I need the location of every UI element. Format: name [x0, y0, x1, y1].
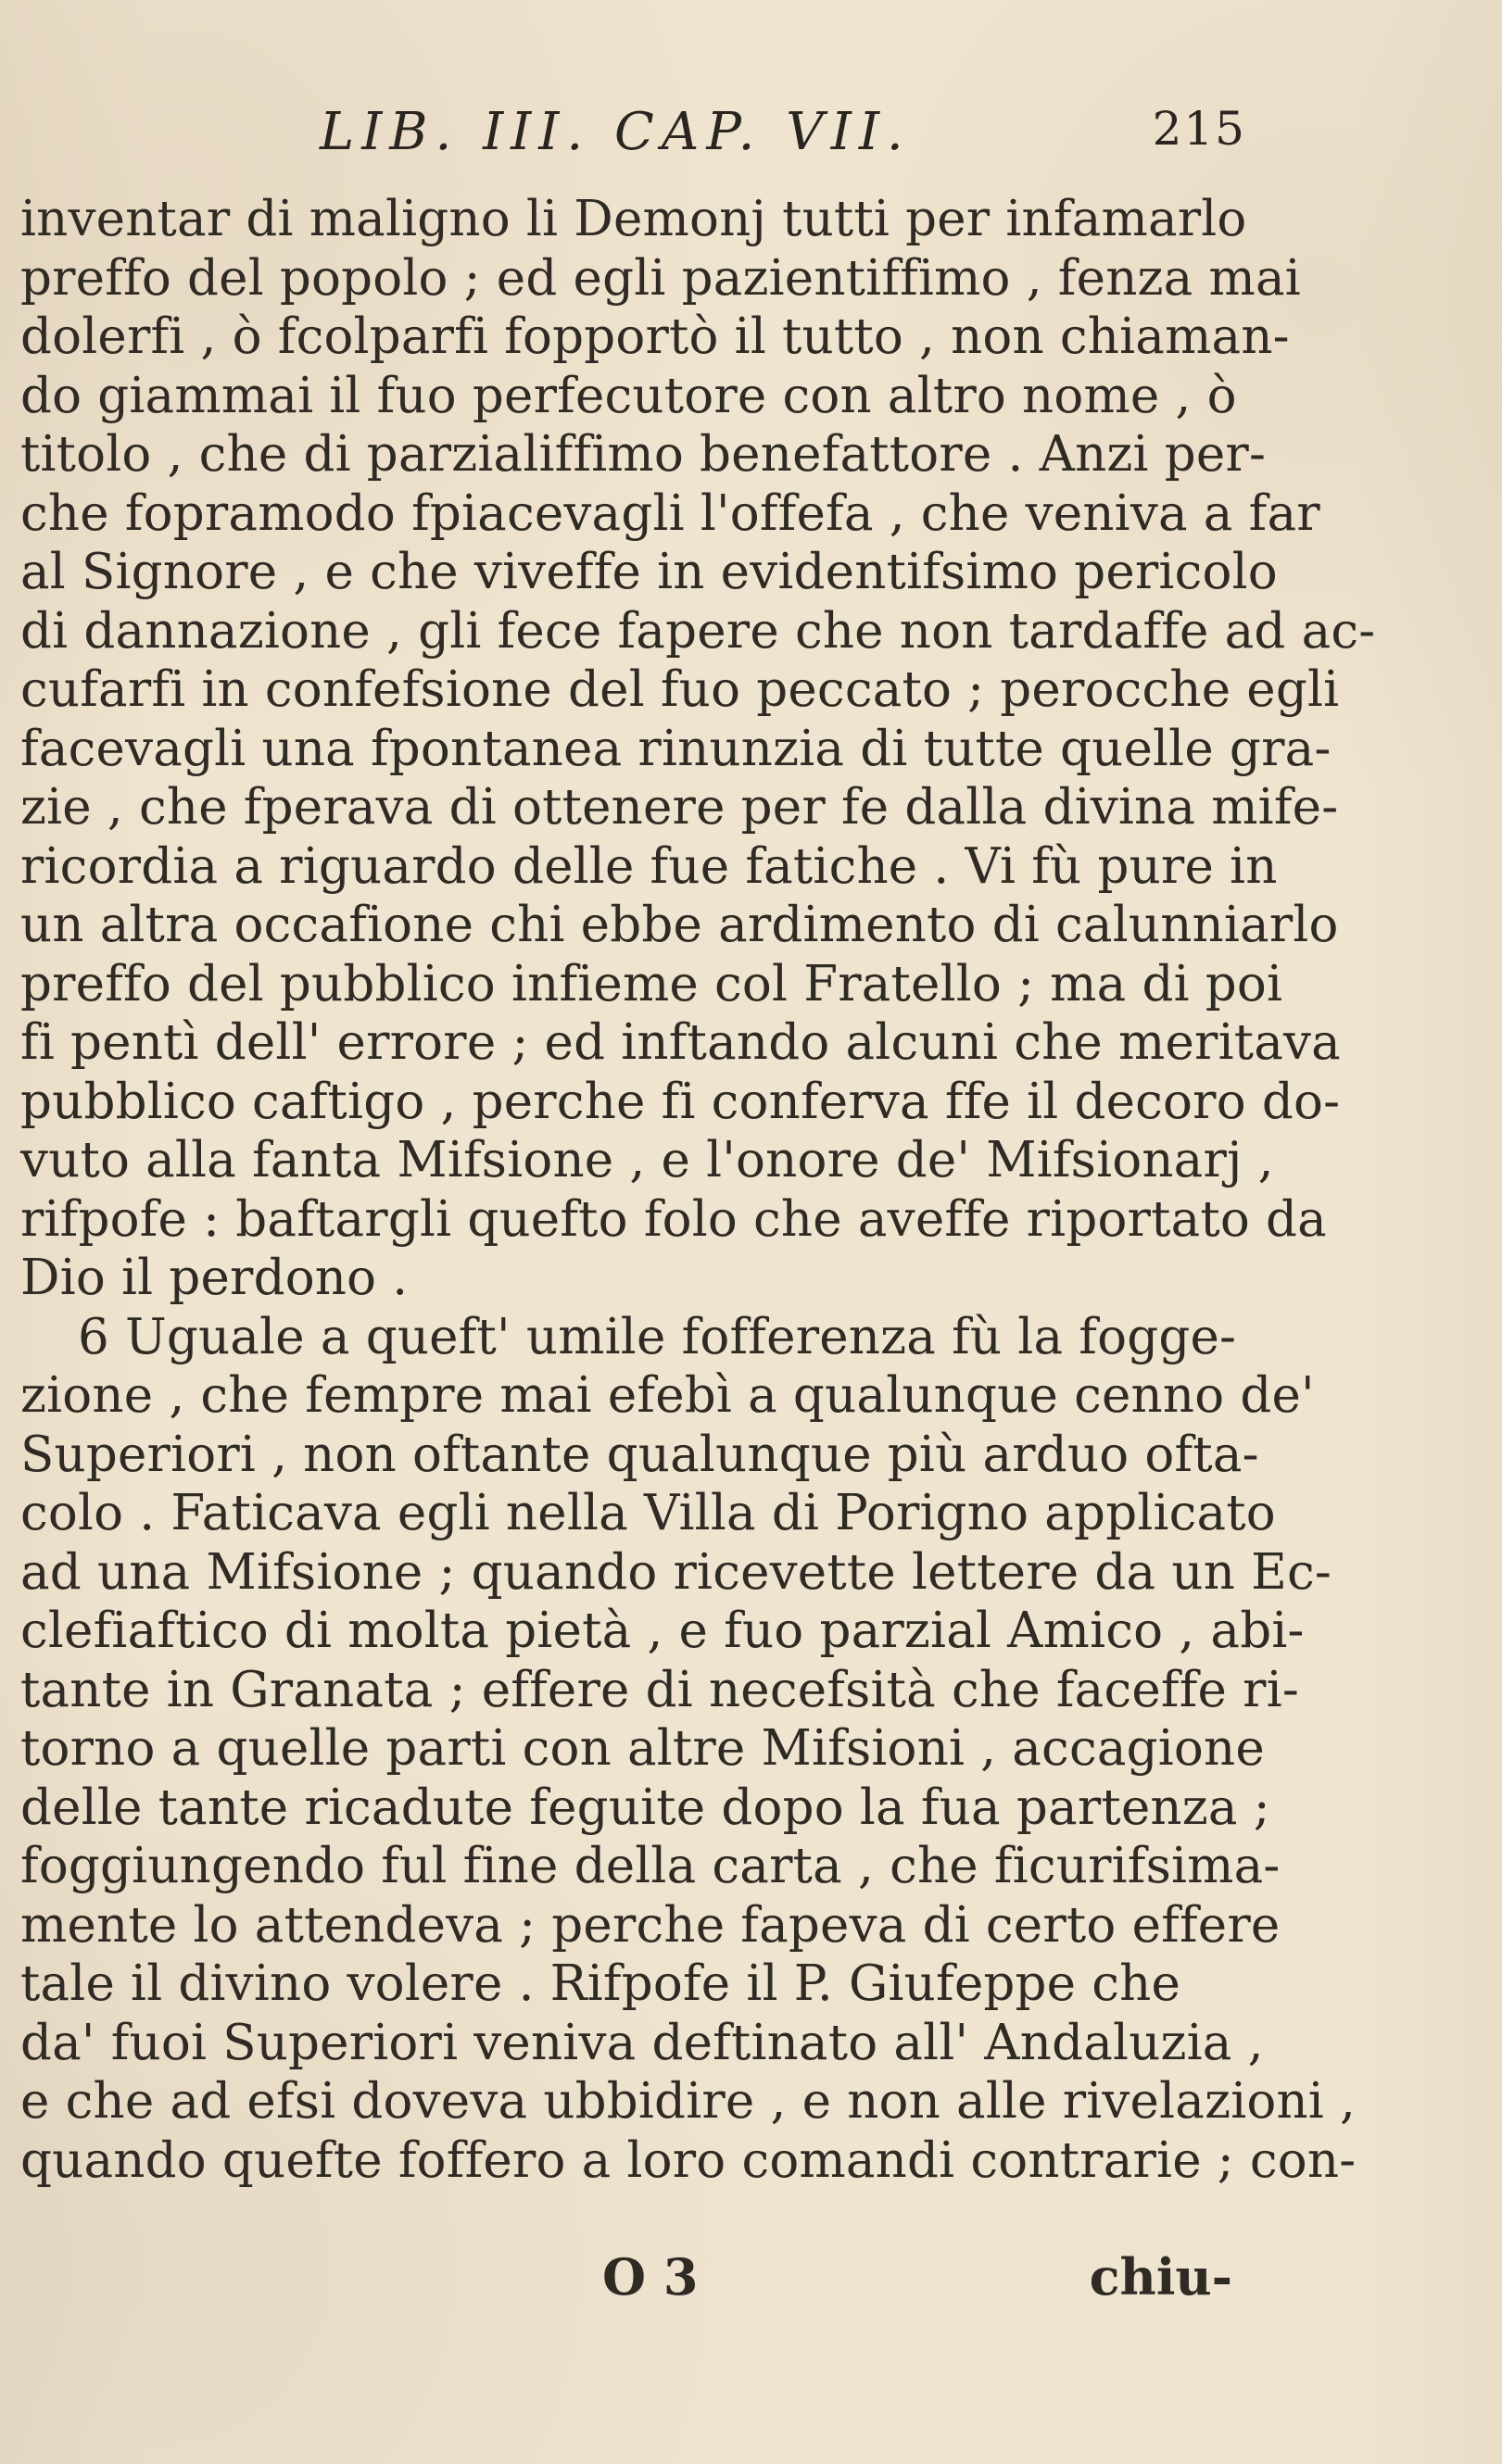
signature-mark: O 3: [602, 2247, 699, 2307]
text-line: titolo , che di parzialiffimo benefattore . Anzi per-: [20, 426, 1267, 483]
page-footer: [602, 2247, 1232, 2312]
text-line: mente lo attendeva ; perche fapeva di certo effere: [20, 1896, 1281, 1954]
text-line: torno a quelle parti con altre Mifsioni , accagione: [20, 1720, 1265, 1777]
text-line: zie , che fperava di ottenere per fe dalla divina mife-: [20, 779, 1339, 836]
text-line: dolerfi , ò fcolparfi fopportò il tutto , non chiaman-: [20, 308, 1290, 365]
text-line: di dannazione , gli fece fapere che non tardaffe ad ac-: [20, 602, 1376, 660]
text-line: preffo del pubblico infieme col Fratello ; ma di poi: [20, 955, 1283, 1012]
text-line: tale il divino volere . Rifpofe il P. Giufeppe che: [20, 1955, 1181, 2012]
text-line: vuto alla fanta Mifsione , e l'onore de' Mifsionarj ,: [20, 1132, 1274, 1188]
text-line: pubblico caftigo , perche fi conferva ffe il decoro do-: [20, 1073, 1341, 1130]
text-line: colo . Faticava egli nella Villa di Porigno applicato: [20, 1485, 1276, 1541]
text-line: ricordia a riguardo delle fue fatiche . Vi fù pure in: [20, 837, 1278, 895]
running-title: LIB. III. CAP. VII.: [320, 102, 911, 162]
text-line: delle tante ricadute feguite dopo la fua partenza ;: [20, 1779, 1270, 1836]
text-line: cufarfi in confefsione del fuo peccato ; perocche egli: [20, 661, 1340, 718]
text-line: fi pentì dell' errore ; ed inftando alcuni che meritava: [20, 1014, 1341, 1071]
text-line: zione , che fempre mai efebì a qualunque cenno de': [20, 1367, 1315, 1424]
text-line: e che ad efsi doveva ubbidire , e non alle rivelazioni ,: [20, 2073, 1357, 2130]
text-line: quando quefte foffero a loro comandi contrarie ; con-: [20, 2131, 1357, 2189]
text-line: tante in Granata ; effere di necefsità che faceffe ri-: [20, 1661, 1299, 1718]
catchword: chiu-: [1089, 2247, 1232, 2307]
page-number: 215: [1152, 102, 1246, 156]
text-line: ad una Mifsione ; quando ricevette lettere da un Ec-: [20, 1543, 1332, 1601]
paragraph-start-line: 6 Uguale a queft' umile fofferenza fù la fogge-: [78, 1308, 1237, 1365]
text-line: clefiaftico di molta pietà , e fuo parzial Amico , abi-: [20, 1603, 1305, 1659]
text-line: inventar di maligno li Demonj tutti per infamarlo: [20, 191, 1247, 247]
text-line: che fopramodo fpiacevagli l'offefa , che veniva a far: [20, 484, 1320, 542]
text-line: Dio il perdono .: [20, 1250, 409, 1306]
text-line: rifpofe : baftargli quefto folo che aveffe riportato da: [20, 1190, 1327, 1248]
text-line: preffo del popolo ; ed egli pazientiffimo , fenza mai: [20, 249, 1301, 307]
text-line: un altra occafione chi ebbe ardimento di calunniarlo: [20, 897, 1339, 953]
text-line: Superiori , non oftante qualunque più arduo ofta-: [20, 1426, 1259, 1483]
text-line: do giammai il fuo perfecutore con altro nome , ò: [20, 367, 1237, 424]
text-line: foggiungendo ful fine della carta , che ficurifsima-: [20, 1838, 1281, 1894]
text-line: facevagli una fpontanea rinunzia di tutte quelle gra-: [20, 720, 1332, 777]
text-line: da' fuoi Superiori veniva deftinato all' Andaluzia ,: [20, 2014, 1264, 2071]
body-text: [20, 190, 1376, 2190]
text-line: al Signore , e che viveffe in evidentifsimo pericolo: [20, 544, 1278, 600]
page-header: [320, 102, 1246, 167]
